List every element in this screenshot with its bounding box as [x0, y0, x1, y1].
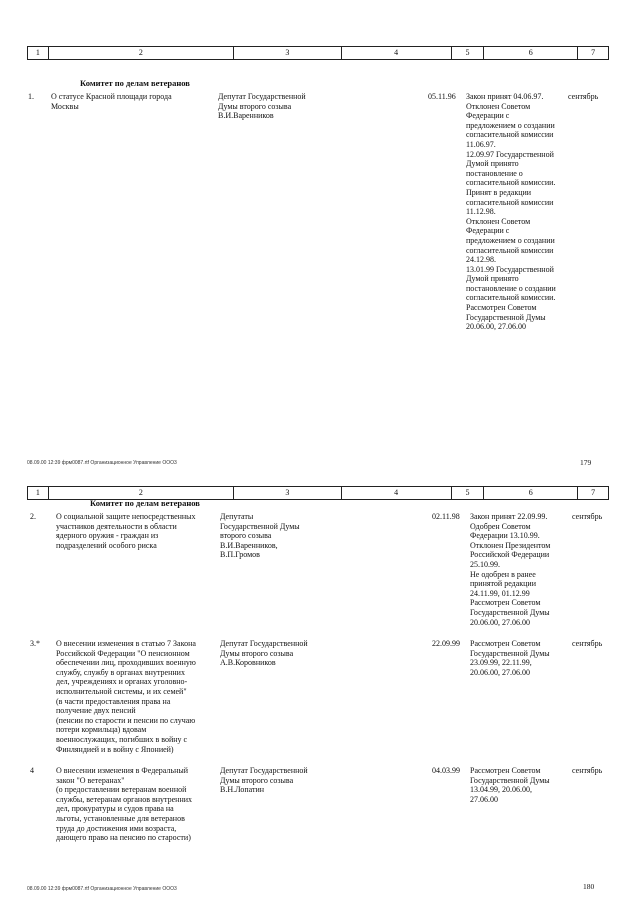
bill-author: Депутат Государственной Думы второго созыва В.Н.Лопатин: [220, 766, 308, 795]
bill-title: О внесении изменения в статью 7 Закона Российской Федерации "О пенсионном обеспечении лиц, проходивших военную службу, службу в органах внутренних дел, учреждениях и органах уголовно- исполнительной системы, и их семей" (в части предоставления права на получение двух пенсий (пенсии по старости и пенсии по случаю потери кормильца) вдовам военнослужащих, погибших в войну с Финляндией и в войну с Японией): [56, 639, 196, 754]
bill-month: сентябрь: [568, 92, 599, 101]
bill-date: 05.11.96: [428, 92, 456, 101]
bill-status: Закон принят 04.06.97. Отклонен Советом Федерации с предложением о создании согласительной комиссии 11.06.97. 12.09.97 Государственной Думой принято постановление о согласительной комиссии. Принят в редакции согласительной комиссии 11.12.98. Отклонен Советом Федерации с предложением о создании согласительной комиссии 24.12.98. 13.01.99 Государственной Думой принято постановление о создании согласительной комиссии. Рассмотрен Советом Государственной Думы 20.06.00, 27.06.00: [466, 92, 556, 332]
column-header-4: 4: [342, 47, 452, 59]
bill-title: О социальной защите непосредственных участников деятельности в области ядерного оружия - граждан из подразделений особого риска: [56, 512, 196, 550]
bill-month: сентябрь: [572, 639, 603, 648]
bill-date: 04.03.99: [432, 766, 460, 775]
bill-date: 22.09.99: [432, 639, 460, 648]
bill-author: Депутаты Государственной Думы второго созыва В.И.Варенников, В.П.Громов: [220, 512, 300, 560]
committee-heading: Комитет по делам ветеранов: [90, 498, 200, 508]
column-header-1: 1: [28, 487, 49, 499]
page-number: 180: [583, 882, 595, 891]
column-header-7: 7: [591, 488, 596, 497]
row-number: 1.: [28, 92, 34, 101]
column-header-1: 1: [28, 47, 49, 59]
column-header-6: 6: [484, 47, 578, 59]
row-number: 2.: [30, 512, 36, 521]
bill-month: сентябрь: [572, 512, 603, 521]
column-header-row: [27, 46, 609, 60]
column-header-5: 5: [452, 487, 485, 499]
bill-status: Рассмотрен Советом Государственной Думы 23.09.99, 22.11.99, 20.06.00, 27.06.00: [470, 639, 550, 677]
column-header-3: 3: [234, 47, 342, 59]
bill-author: Депутат Государственной Думы второго созыва А.В.Коровников: [220, 639, 308, 668]
page-footer: 08.09.00 12:39 фрм0087.rtf Организационное Управление ООО3: [27, 886, 177, 892]
bill-title: О статусе Красной площади города Москвы: [51, 92, 172, 111]
column-header-2: 2: [49, 47, 234, 59]
bill-title: О внесении изменения в Федеральный закон "О ветеранах" (о предоставлении ветеранам военной службы, ветеранам органов внутренних дел, прокуратуры и судов права на льготы, установленные для ветеранов труда до достижения ими возраста, дающего право на пенсию по старости): [56, 766, 193, 843]
page-number: 179: [580, 458, 592, 467]
column-header-3: 3: [234, 487, 342, 499]
column-header-7: 7: [591, 48, 596, 57]
bill-status: Рассмотрен Советом Государственной Думы 13.04.99, 20.06.00, 27.06.00: [470, 766, 550, 804]
page-footer: 08.09.00 12:39 фрм0087.rtf Организационное Управление ООО3: [27, 460, 177, 466]
row-number: 4: [30, 766, 34, 775]
committee-heading: Комитет по делам ветеранов: [80, 78, 190, 88]
column-header-6: 6: [484, 487, 578, 499]
row-number: 3.*: [30, 639, 40, 648]
column-header-5: 5: [452, 47, 485, 59]
column-header-4: 4: [342, 487, 452, 499]
bill-month: сентябрь: [572, 766, 603, 775]
bill-date: 02.11.98: [432, 512, 460, 521]
bill-status: Закон принят 22.09.99. Одобрен Советом Федерации 13.10.99. Отклонен Президентом Российской Федерации 25.10.99. Не одобрен в ранее принятой редакции 24.11.99, 01.12.99 Рассмотрен Советом Государственной Думы 20.06.00, 27.06.00: [470, 512, 551, 627]
column-header-2: 2: [49, 487, 234, 499]
bill-author: Депутат Государственной Думы второго созыва В.И.Варенников: [218, 92, 306, 121]
